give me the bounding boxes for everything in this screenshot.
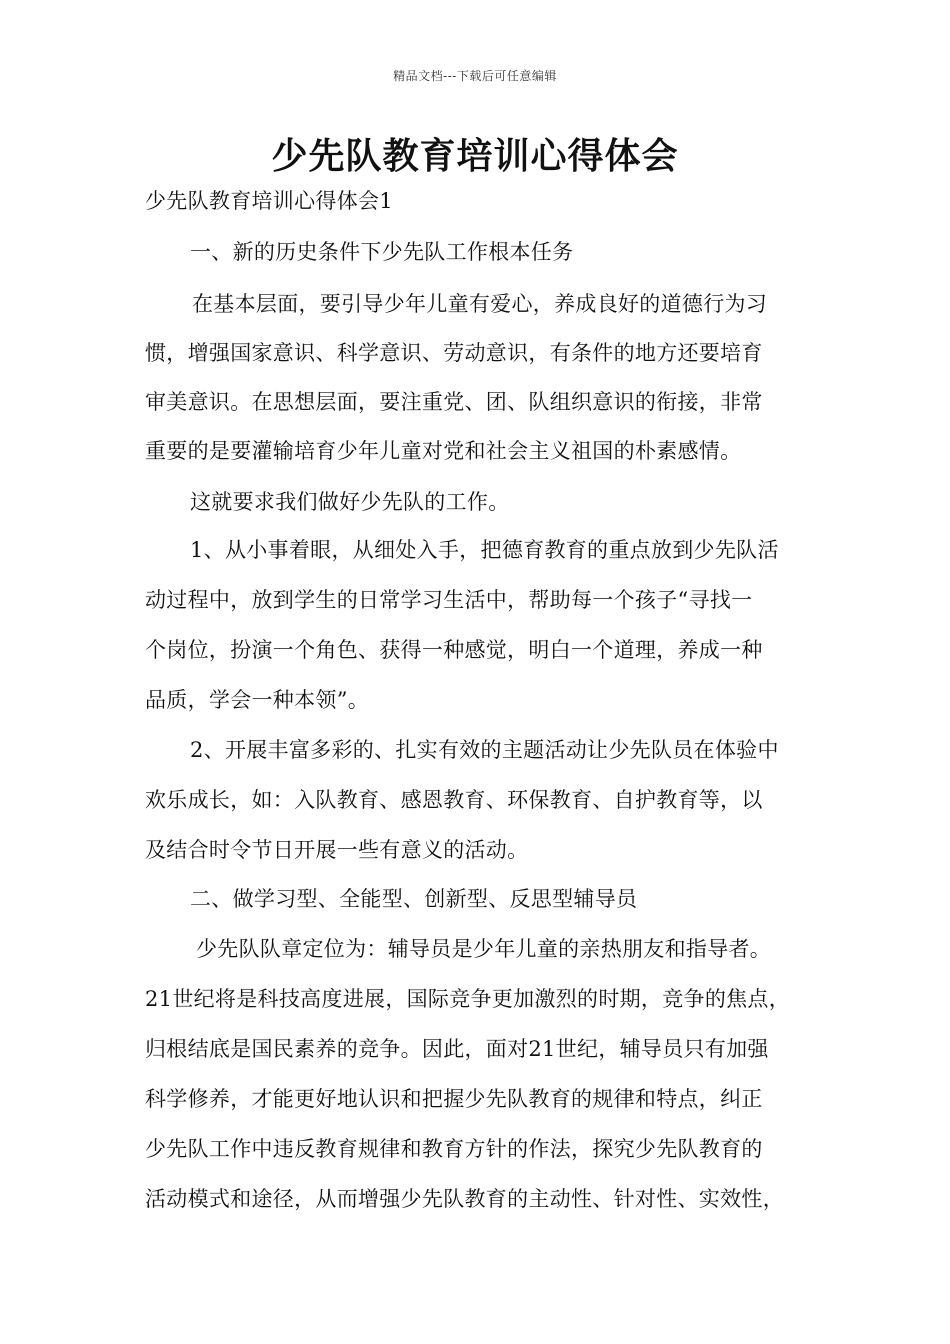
- paragraph-line: 21世纪将是科技高度进展，国际竞争更加激烈的时期，竞争的焦点，: [145, 987, 791, 1011]
- list-item-line: 1、从小事着眼，从细处入手，把德育教育的重点放到少先队活: [190, 538, 779, 562]
- paragraph-line: 少先队队章定位为：辅导员是少年儿童的亲热朋友和指导者。: [196, 937, 772, 961]
- paragraph-line: 归根结底是国民素养的竞争。因此，面对21世纪，辅导员只有加强: [145, 1037, 769, 1061]
- paragraph-line: 审美意识。在思想层面，要注重党、团、队组织意识的衔接，非常: [145, 390, 763, 414]
- subsection-heading: 二、做学习型、全能型、创新型、反思型辅导员: [190, 887, 638, 911]
- list-item-line: 欢乐成长，如：入队教育、感恩教育、环保教育、自护教育等，以: [145, 788, 763, 812]
- paragraph-line: 惯，增强国家意识、科学意识、劳动意识，有条件的地方还要培育: [145, 341, 763, 365]
- paragraph-line: 科学修养，才能更好地认识和把握少先队教育的规律和特点，纠正: [145, 1087, 763, 1111]
- paragraph-line: 这就要求我们做好少先队的工作。: [190, 490, 510, 514]
- list-item-line: 动过程中，放到学生的日常学习生活中，帮助每一个孩子“寻找一: [145, 588, 753, 612]
- document-title: 少先队教育培训心得体会: [271, 135, 679, 177]
- list-item-line: 及结合时令节日开展一些有意义的活动。: [145, 838, 529, 862]
- header-note: 精品文档---下载后可任意编辑: [393, 69, 557, 83]
- paragraph-line: 重要的是要灌输培育少年儿童对党和社会主义祖国的朴素感情。: [145, 439, 742, 463]
- paragraph-line: 在基本层面，要引导少年儿童有爱心，养成良好的道德行为习: [192, 292, 768, 316]
- list-item-line: 2、开展丰富多彩的、扎实有效的主题活动让少先队员在体验中: [190, 738, 779, 762]
- subsection-heading: 一、新的历史条件下少先队工作根本任务: [190, 240, 574, 264]
- paragraph-line: 少先队工作中违反教育规律和教育方针的作法，探究少先队教育的: [145, 1137, 763, 1161]
- paragraph-line: 活动模式和途径，从而增强少先队教育的主动性、针对性、实效性，: [145, 1187, 784, 1211]
- list-item-line: 品质，学会一种本领”。: [145, 688, 370, 712]
- section-heading: 少先队教育培训心得体会1: [145, 189, 393, 213]
- list-item-line: 个岗位，扮演一个角色、获得一种感觉，明白一个道理，养成一种: [145, 638, 763, 662]
